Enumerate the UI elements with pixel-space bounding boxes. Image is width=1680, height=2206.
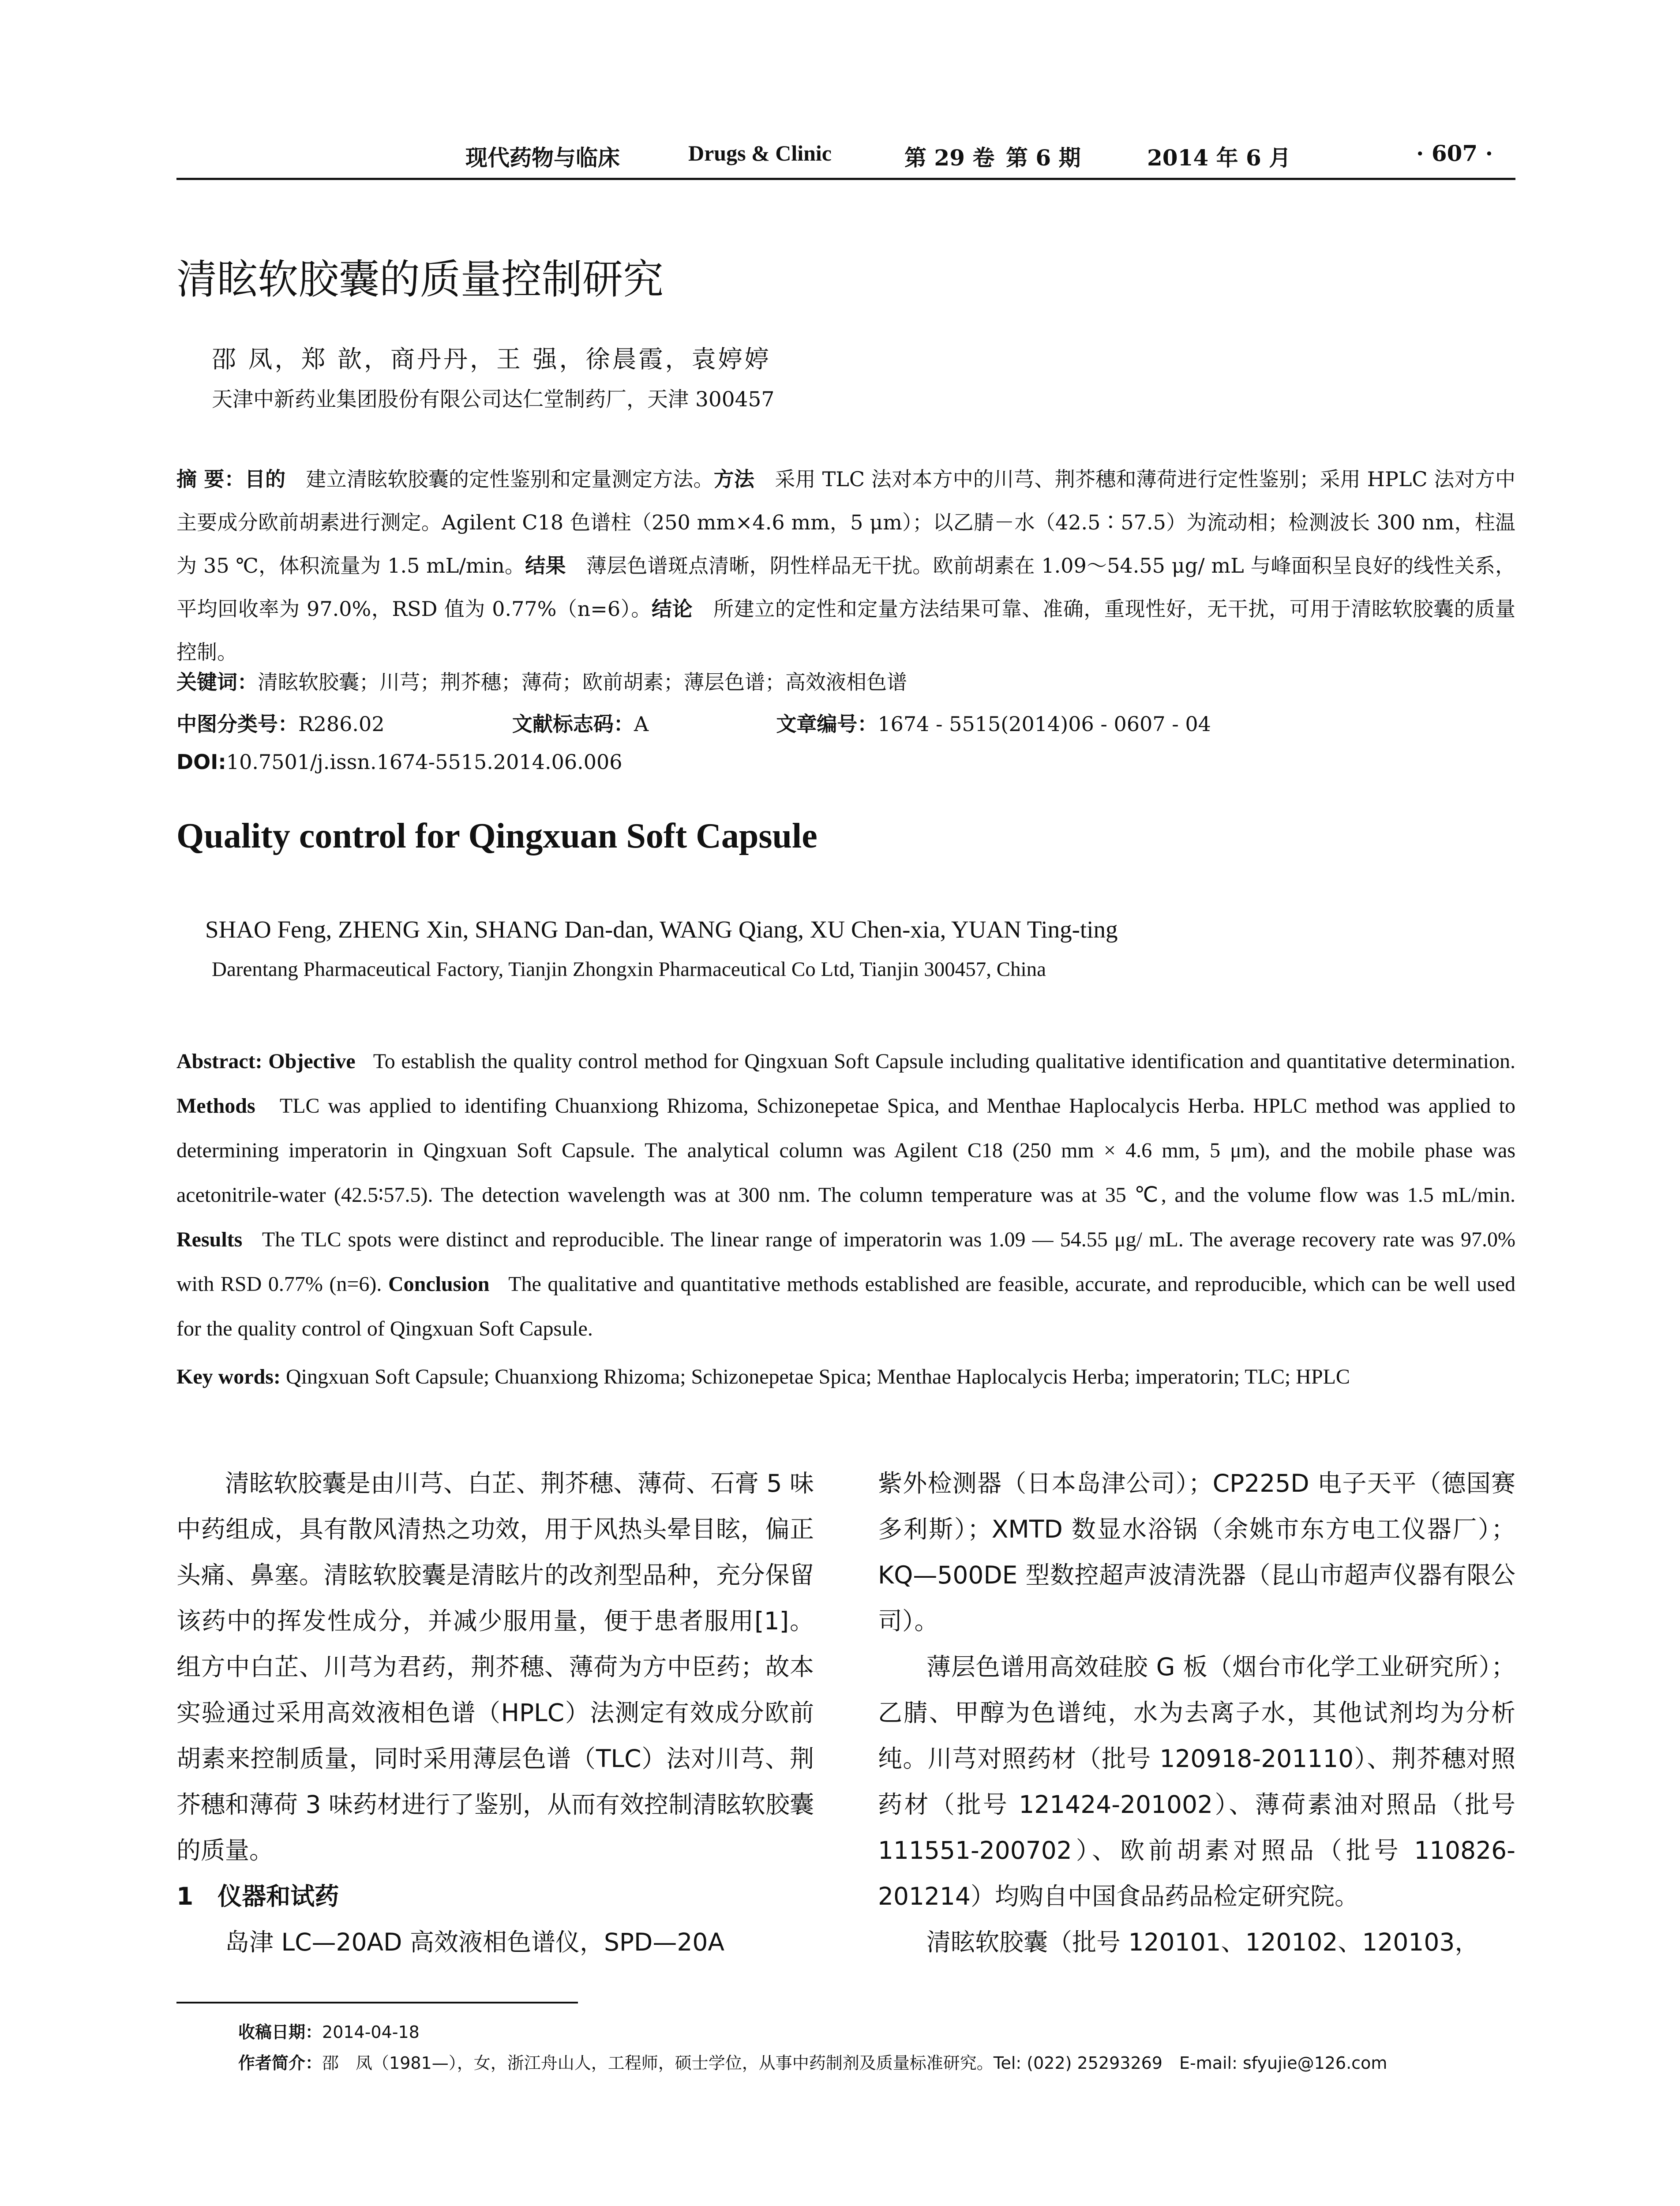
received-label: 收稿日期： <box>238 2022 322 2042</box>
keywords-en: Qingxuan Soft Capsule; Chuanxiong Rhizoma; Schizonepetae Spica; Menthae Haplocalycis Herba; imperatorin; TLC; HPLC <box>285 1365 1350 1388</box>
doc-code: A <box>634 712 649 736</box>
issue-date: 2014 年 6 月 <box>1147 145 1291 171</box>
title-en: Quality control for Qingxuan Soft Capsule <box>176 817 818 855</box>
page-number: · 607 · <box>1416 140 1493 166</box>
conclusion-label-en: Conclusion <box>388 1272 490 1296</box>
conclusion-cn: 所建立的定性和定量方法结果可靠、准确，重现性好，无干扰，可用于清眩软胶囊的质量控制。 <box>176 597 1516 664</box>
received-note <box>238 2018 420 2043</box>
header-rule <box>176 178 1515 180</box>
authors-en: SHAO Feng, ZHENG Xin, SHANG Dan-dan, WANG Qiang, XU Chen-xia, YUAN Ting-ting <box>205 916 1118 943</box>
keywords-cn: 清眩软胶囊；川芎；荆芥穗；薄荷；欧前胡素；薄层色谱；高效液相色谱 <box>258 670 907 694</box>
intro-paragraph: 清眩软胶囊是由川芎、白芷、荆芥穗、薄荷、石膏 5 味中药组成，具有散风清热之功效，用于风热头晕目眩，偏正头痛、鼻塞。清眩软胶囊是清眩片的改剂型品种，充分保留该药中的挥发性成分，并减少服用量，便于患者服用[1]。组方中白芷、川芎为君药，荆芥穗、薄荷为方中臣药；故本实验通过采用高效液相色谱（HPLC）法测定有效成分欧前胡素来控制质量，同时采用薄层色谱（TLC）法对川芎、荆芥穗和薄荷 3 味药材进行了鉴别，从而有效控制清眩软胶囊的质量。 <box>176 1469 814 1865</box>
author-note-label: 作者简介： <box>238 2053 322 2073</box>
conclusion-label-cn: 结论 <box>652 597 693 621</box>
abstract-en <box>176 1039 1515 1351</box>
objective-en: To establish the quality control method for Qingxuan Soft Capsule including qualitative identification and quantitative determination. <box>373 1050 1516 1073</box>
classification-line <box>176 708 1211 737</box>
clc-number: R286.02 <box>298 712 385 736</box>
instruments-paragraph-start: 岛津 LC—20AD 高效液相色谱仪，SPD—20A <box>225 1928 725 1956</box>
running-header <box>176 140 1515 176</box>
objective-label-cn: 目的 <box>244 467 286 491</box>
results-label-en: Results <box>176 1228 243 1251</box>
doi-label: DOI: <box>176 750 226 774</box>
footnote-rule <box>176 2002 578 2003</box>
results-en: The TLC spots were distinct and reproducible. The linear range of imperatorin was 1.09 — 54.55 μg/ mL. The average recovery rate was 97.0% with RSD 0.77% (n=6). <box>176 1228 1515 1296</box>
keywords-en-line <box>176 1354 1515 1399</box>
clc-label: 中图分类号： <box>176 712 298 736</box>
doi: 10.7501/j.issn.1674-5515.2014.06.006 <box>226 750 622 774</box>
methods-label-en: Methods <box>176 1094 255 1118</box>
volume: 第 29 卷 <box>904 145 995 171</box>
section-heading: 1 仪器和试药 <box>176 1882 339 1910</box>
methods-label-cn: 方法 <box>713 467 755 491</box>
affiliation-en: Darentang Pharmaceutical Factory, Tianjin Zhongxin Pharmaceutical Co Ltd, Tianjin 300457, China <box>212 958 1046 981</box>
results-cn: 薄层色谱斑点清晰，阴性样品无干扰。欧前胡素在 1.09～54.55 μg/ mL 与峰面积呈良好的线性关系，平均回收率为 97.0%，RSD 值为 0.77%（n=6）。 <box>176 554 1516 621</box>
title-cn: 清眩软胶囊的质量控制研究 <box>176 256 664 303</box>
instruments-paragraph-cont: 紫外检测器（日本岛津公司）；CP225D 电子天平（德国赛多利斯）；XMTD 数显水浴锅（余姚市东方电工仪器厂）；KQ—500DE 型数控超声波清洗器（昆山市超声仪器有限公司）。 <box>878 1469 1515 1635</box>
article-no-label: 文章编号： <box>776 712 878 736</box>
journal-name-en: Drugs & Clinic <box>688 141 832 165</box>
received-date: 2014-04-18 <box>322 2022 420 2042</box>
keywords-label-en: Key words: <box>176 1365 281 1388</box>
author-note <box>238 2049 1387 2074</box>
keywords-label-cn: 关键词： <box>176 670 258 694</box>
journal-name-cn: 现代药物与临床 <box>465 145 620 171</box>
body-right-column <box>878 1460 1515 1965</box>
abstract-label-cn: 摘 要： <box>176 467 245 491</box>
keywords-cn-line <box>176 666 907 695</box>
body-left-column <box>176 1460 814 1965</box>
authors-cn: 邵 凤，郑 歆，商丹丹，王 强，徐晨霞，袁婷婷 <box>212 345 771 373</box>
objective-cn: 建立清眩软胶囊的定性鉴别和定量测定方法。 <box>306 467 714 491</box>
abstract-label-en: Abstract: <box>176 1050 262 1073</box>
results-label-cn: 结果 <box>525 554 566 578</box>
methods-cn: 采用 TLC 法对本方中的川芎、荆芥穗和薄荷进行定性鉴别；采用 HPLC 法对方中主要成分欧前胡素进行测定。Agilent C18 色谱柱（250 mm×4.6 mm，5 μm）；以乙腈－水（42.5∶57.5）为流动相；检测波长 300 nm，柱温为 35 ℃，体积流量为 1.5 mL/min。 <box>176 467 1516 578</box>
author-note-text: 邵 凤（1981—），女，浙江舟山人，工程师，硕士学位，从事中药制剂及质量标准研究。Tel: (022) 25293269 E-mail: sfyujie@126.com <box>322 2053 1388 2073</box>
objective-label-en: Objective <box>268 1050 356 1073</box>
doc-code-label: 文献标志码： <box>512 712 634 736</box>
doi-line <box>176 750 622 774</box>
affiliation-cn: 天津中新药业集团股份有限公司达仁堂制药厂，天津 300457 <box>212 387 775 412</box>
samples-paragraph: 清眩软胶囊（批号 120101、120102、120103， <box>926 1928 1479 1956</box>
issue: 第 6 期 <box>1006 145 1081 171</box>
article-no: 1674 - 5515(2014)06 - 0607 - 04 <box>878 712 1211 736</box>
methods-en: TLC was applied to identifing Chuanxiong Rhizoma, Schizonepetae Spica, and Menthae Haplocalycis Herba. HPLC method was applied to determining imperatorin in Qingxuan Soft Capsule. The analytical column was Agilent C18 (250 mm × 4.6 mm, 5 μm), and the mobile phase was acetonitrile-water (42.5∶57.5). The detection wavelength was at 300 nm. The column temperature was at 35 ℃, and the volume flow was 1.5 mL/min. <box>176 1094 1516 1207</box>
reagents-paragraph: 薄层色谱用高效硅胶 G 板（烟台市化学工业研究所）；乙腈、甲醇为色谱纯，水为去离子水，其他试剂均为分析纯。川芎对照药材（批号 120918-201110）、荆芥穗对照药材（批号 121424-201002）、薄荷素油对照品（批号 111551-200702）、欧前胡素对照品（批号 110826-201214）均购自中国食品药品检定研究院。 <box>878 1653 1515 1910</box>
abstract-cn <box>176 458 1515 674</box>
conclusion-en: The qualitative and quantitative methods established are feasible, accurate, and reproducible, which can be well used for the quality control of Qingxuan Soft Capsule. <box>176 1272 1516 1340</box>
